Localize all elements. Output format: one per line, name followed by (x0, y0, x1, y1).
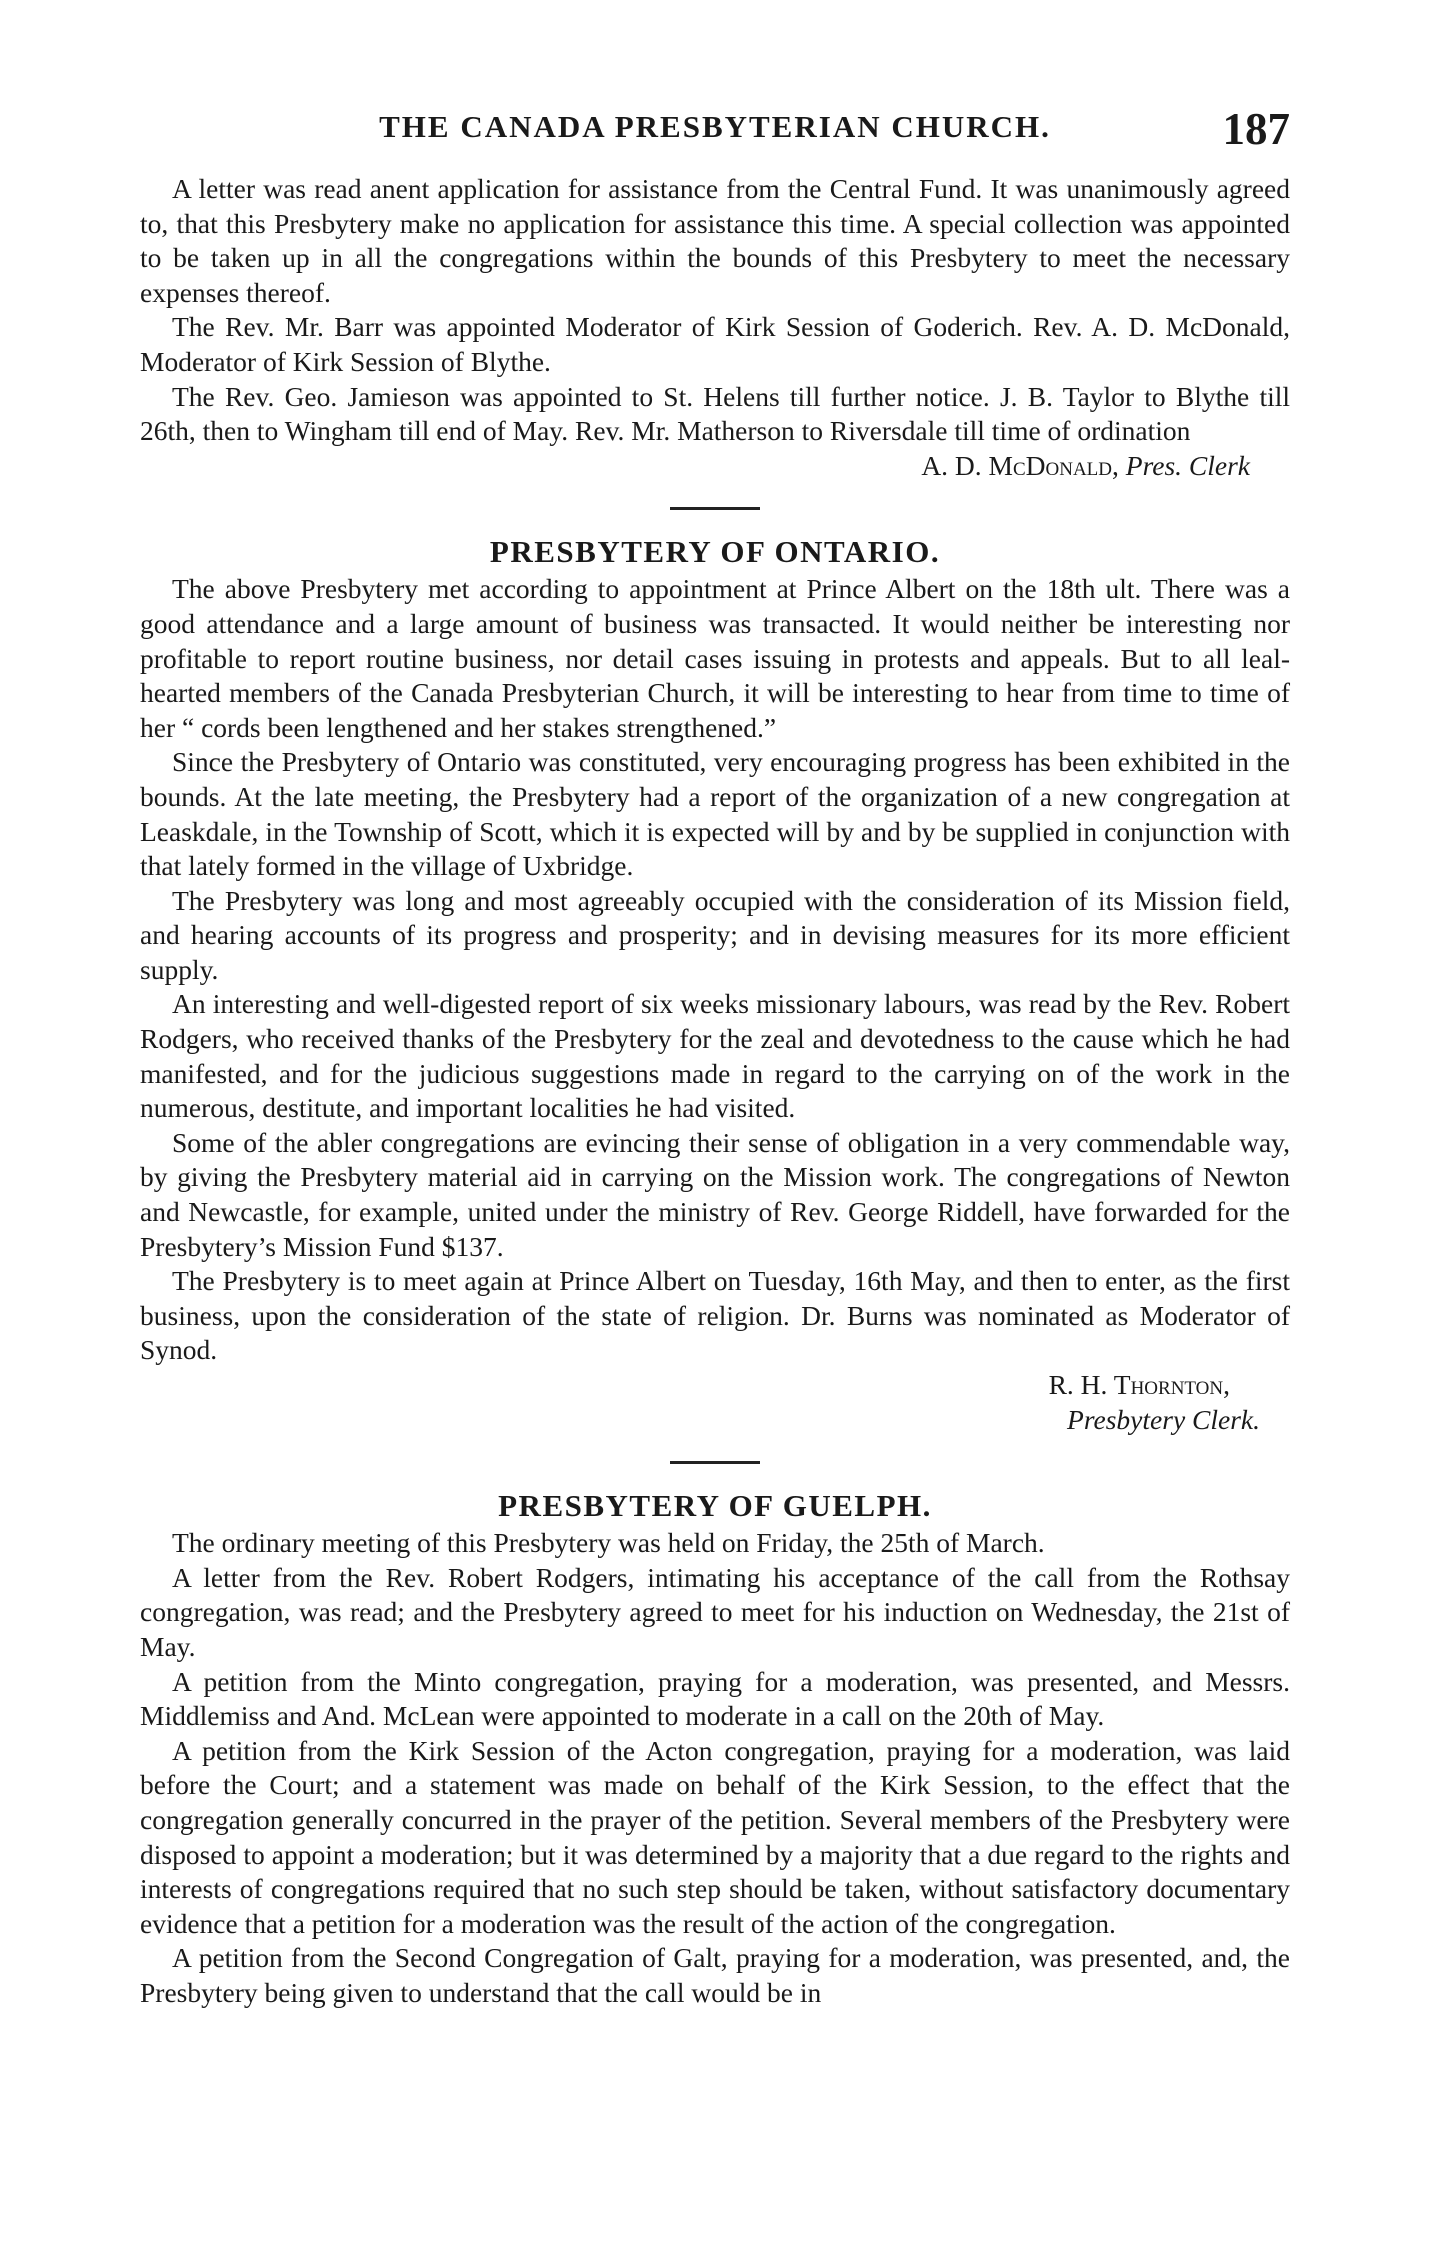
running-title: THE CANADA PRESBYTERIAN CHURCH. (379, 109, 1051, 144)
signature-name (140, 1368, 1290, 1403)
text-column (140, 172, 1290, 2011)
page-header (140, 103, 1290, 163)
paragraph: A petition from the Minto congregation, praying for a moderation, was presented, and Messrs. Middlemiss and And. McLean were appointed to moderate in a call on the 20th of May. (140, 1665, 1290, 1732)
paragraph: Since the Presbytery of Ontario was constituted, very encouraging progress has been exhibited in the bounds. At the late meeting, the Presbytery had a report of the organization of a new congregation at Leaskdale, in the Township of Scott, which it is expected will by and by be supplied in conjunction with that lately formed in the village of Uxbridge. (140, 746, 1290, 882)
signature-title: Pres. Clerk (1125, 449, 1250, 481)
paragraph: The Rev. Mr. Barr was appointed Moderator of Kirk Session of Goderich. Rev. A. D. McDonald, Moderator of Kirk Session of Blythe. (140, 311, 1290, 377)
paragraph: An interesting and well-digested report of six weeks missionary labours, was read by the Rev. Robert Rodgers, who received thanks of the Presbytery for the zeal and devotedness to the cause which he had manifested, and for the judicious suggestions made in regard to the carrying on of the work in the numerous, destitute, and important localities he had visited. (140, 988, 1290, 1124)
paragraph: The Rev. Geo. Jamieson was appointed to St. Helens till further notice. J. B. Taylor to Blythe till 26th, then to Wingham till end of May. Rev. Mr. Matherson to Riversdale till time of ordination (140, 380, 1290, 447)
paragraph: The ordinary meeting of this Presbytery was held on Friday, the 25th of March. (172, 1527, 1045, 1559)
page-number: 187 (1222, 104, 1290, 154)
section-guelph (140, 1486, 1290, 2010)
signature-title-text: Presbytery Clerk. (1067, 1403, 1260, 1435)
section-continuation (140, 172, 1290, 483)
paragraph: A petition from the Second Congregation of Galt, praying for a moderation, was presented, and, the Presbytery being given to understand that the call would be in (140, 1942, 1290, 2008)
paragraph: The Presbytery was long and most agreeably occupied with the consideration of its Mission field, and hearing accounts of its progress and prosperity; and in devising measures for its more efficient supply. (140, 884, 1290, 985)
paragraph: A letter was read anent application for assistance from the Central Fund. It was unanimously agreed to, that this Presbytery make no application for assistance this time. A special collection was appointed to be taken up in all the congregations within the bounds of this Presbytery to meet the necessary expenses thereof. (140, 173, 1290, 308)
signature-name-text: R. H. Thornton, (1048, 1369, 1230, 1400)
paragraph: Some of the abler congregations are evincing their sense of obligation in a very commendable way, by giving the Presbytery material aid in carrying on the Mission work. The congregations of Newton and Newcastle, for example, united under the ministry of Rev. George Riddell, have forwarded for the Presbytery’s Mission Fund $137. (140, 1126, 1290, 1262)
section-heading: PRESBYTERY OF GUELPH. (498, 1488, 932, 1524)
signature-name: A. D. McDonald, (921, 449, 1119, 481)
paragraph: The above Presbytery met according to appointment at Prince Albert on the 18th ult. There was a good attendance and a large amount of business was transacted. It would neither be interesting nor profitable to report routine business, nor detail cases issuing in protests and appeals. But to all leal-hearted members of the Canada Presbyterian Church, it will be interesting to hear from time to time of her “ cords been lengthened and her stakes strengthened.” (140, 573, 1290, 743)
paragraph: A letter from the Rev. Robert Rodgers, intimating his acceptance of the call from the Rothsay congregation, was read; and the Presbytery agreed to meet for his induction on Wednesday, the 21st of May. (140, 1561, 1290, 1662)
paragraph: The Presbytery is to meet again at Prince Albert on Tuesday, 16th May, and then to enter, as the first business, upon the consideration of the state of religion. Dr. Burns was nominated as Moderator of Synod. (140, 1265, 1290, 1366)
section-ontario (140, 532, 1290, 1437)
signature (140, 449, 1290, 484)
paragraph: A petition from the Kirk Session of the Acton congregation, praying for a moderation, was laid before the Court; and a statement was made on behalf of the Kirk Session, to the effect that the congregation generally concurred in the prayer of the petition. Several members of the Presbytery were disposed to appoint a moderation; but it was determined by a majority that a due regard to the rights and interests of congregations required that no such step should be taken, without satisfactory documentary evidence that a petition for a moderation was the result of the action of the congregation. (140, 1734, 1290, 1939)
signature-title (140, 1403, 1290, 1438)
section-heading: PRESBYTERY OF ONTARIO. (489, 534, 941, 570)
